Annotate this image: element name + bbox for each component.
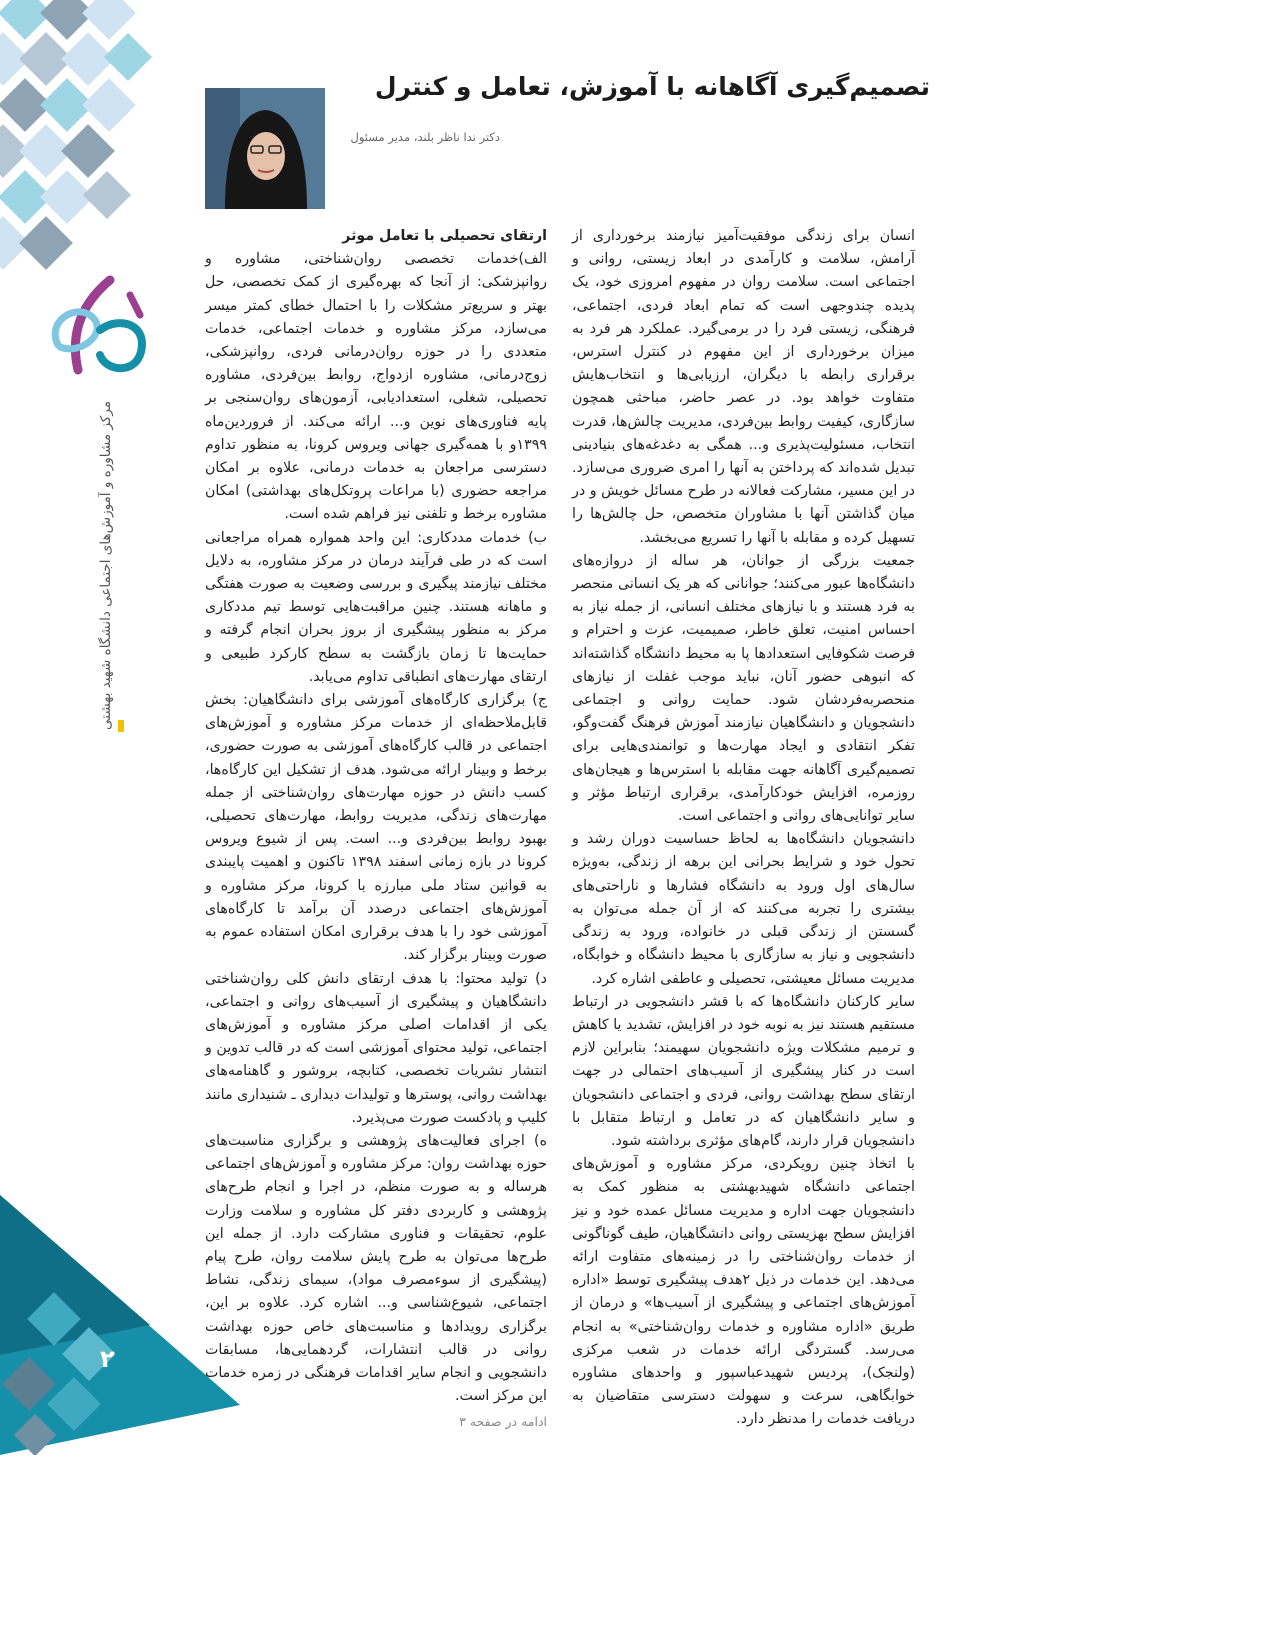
- paragraph: سایر کارکنان دانشگاه‌ها که با قشر دانشجویی در ارتباط مستقیم هستند نیز به نوبه خود در افزایش، تشدید یا کاهش و ترمیم مشکلات ویژه دانشجویان سهیمند؛ بنابراین لازم است در کنار پیشگیری از آسیب‌های احتمالی در جهت ارتقای سطح بهداشت روانی، فردی و اجتماعی دانشجویان و سایر دانشگاهیان که در تعامل و ارتباط متقابل با دانشجویان قرار دارند، گام‌های مؤثری برداشته شود.: [572, 993, 915, 1149]
- paragraph: دانشجویان دانشگاه‌ها به لحاظ حساسیت دوران رشد و تحول خود و شرایط بحرانی این برهه از زندگی، به‌ویژه سال‌های اول ورود به دانشگاه فشارها و ناراحتی‌های بیشتری را تجربه می‌کنند که از آن جمله می‌توان به گسستن از زندگی قبلی در خانواده، ورود به زندگی دانشجویی و نیاز به سازگاری با محیط دانشگاه و خوابگاه، مدیریت مسائل معیشتی، تحصیلی و عاطفی اشاره کرد.: [572, 831, 915, 987]
- continued-link[interactable]: ادامه در صفحه ۳: [459, 1414, 547, 1430]
- section-subheading: ارتقای تحصیلی با تعامل موثر: [342, 228, 547, 244]
- decorative-tiles-top: [0, 0, 170, 300]
- corner-triangle: [0, 1195, 240, 1455]
- paragraph: ه) اجرای فعالیت‌های پژوهشی و برگزاری مناسبت‌های حوزه بهداشت روان: مرکز مشاوره و آموزش‌های اجتماعی هرساله و به صورت منظم، در اجرا و انجام طرح‌های پژوهشی و کاربردی دفتر کل مشاوره و سلامت وزارت علوم، تحقیقات و فناوری مشارکت دارد. از جمله این طرح‌ها می‌توان به طرح پایش سلامت روان، طرح پیام (پیشگیری از سوءمصرف مواد)، سیمای زندگی، نشاط اجتماعی، شیوع‌شناسی و... اشاره کرد. علاوه بر این، برگزاری رویدادها و مناسبت‌های خاص حوزه بهداشت روانی در قالب انتشارات، گردهمایی‌ها، مسابقات دانشجویی و انجام سایر اقدامات فرهنگی در زمره خدمات این مرکز است.: [205, 1132, 547, 1405]
- article-column-left: [205, 225, 547, 1434]
- decorative-tiles-bottom: [0, 1195, 240, 1455]
- paragraph: ج) برگزاری کارگاه‌های آموزشی برای دانشگاهیان: بخش قابل‌ملاحظه‌ای از خدمات مرکز مشاوره و آموزش‌های اجتماعی در قالب کارگاه‌های آموزشی به صورت حضوری، برخط و وبینار ارائه می‌شود. هدف از تشکیل این کارگاه‌ها، کسب دانش در حوزه مهارت‌های روان‌شناختی از جمله مهارت‌های زندگی، مدیریت روابط، مهارت‌های تحصیلی، بهبود روابط بین‌فردی و... است. پس از شیوع ویروس کرونا در بازه زمانی اسفند ۱۳۹۸ تاکنون و اهمیت پایبندی به قوانین ستاد ملی مبارزه با کرونا، مرکز مشاوره و آموزش‌های اجتماعی درصدد آن برآمد تا کارگاه‌های آموزشی خود را با هدف برقراری امکان استفاده عموم به صورت وبینار برگزار کند.: [205, 692, 547, 964]
- article-byline: دکتر ندا ناظر بلند، مدیر مسئول: [350, 130, 500, 144]
- paragraph: انسان برای زندگی موفقیت‌آمیز نیازمند برخورداری از آرامش، سلامت و کارآمدی در ابعاد زیستی، روانی و اجتماعی است. سلامت روان در مفهوم امروزی خود، یک پدیده چندوجهی است که تمام ابعاد فردی، اجتماعی، فرهنگی، زیستی فرد را در برمی‌گیرد. عملکرد هر فرد به میزان برخورداری از این مفهوم در کنترل استرس، برقراری رابطه با دیگران، ارزیابی‌ها و انتخاب‌هایش متفاوت خواهد بود. در عصر حاضر، مباحثی همچون سازگاری، کیفیت روابط بین‌فردی، مدیریت چالش‌ها، قدرت انتخاب، مسئولیت‌پذیری و... همگی به دغدغه‌های بنیادینی تبدیل شده‌اند که پرداختن به آنها را امری ضروری می‌سازد. در این مسیر، مشارکت فعالانه در طرح مسائل خویش و در میان گذاشتن آنها با مشاوران متخصص، حل چالش‌ها را تسهیل کرده و مقابله با آنها را تسریع می‌بخشد.: [572, 228, 915, 546]
- magazine-logo: [40, 275, 165, 395]
- page-number: ۲: [100, 1345, 115, 1373]
- paragraph: ب) خدمات مددکاری: این واحد همواره همراه مراجعانی است که در طی فرآیند درمان در مرکز مشاوره، به دلایل مختلف نیازمند پیگیری و بررسی وضعیت به صورت هفتگی و ماهانه هستند. چنین مراقبت‌هایی توسط تیم مددکاری مرکز به منظور پیشگیری از بروز بحران انجام گرفته و حمایت‌ها تا زمان بازگشت به سطح کارکرد طبیعی و ارتقای مهارت‌های انطباقی تداوم می‌یابد.: [205, 529, 547, 685]
- author-photo: [205, 88, 325, 209]
- sidebar-vertical-label: مرکز مشاوره و آموزش‌های اجتماعی دانشگاه شهید بهشتی: [98, 400, 114, 730]
- paragraph: با اتخاذ چنین رویکردی، مرکز مشاوره و آموزش‌های اجتماعی دانشگاه شهیدبهشتی به منظور کمک به دانشجویان جهت اداره و مدیریت مسائل عمده خود و نیز افزایش سطح بهزیستی روانی دانشگاهیان، طیف گوناگونی از خدمات روان‌شناختی را در زمینه‌های متفاوت ارائه می‌دهد. این خدمات در ذیل ۲هدف پیشگیری توسط «اداره آموزش‌های اجتماعی و پیشگیری از آسیب‌ها» و درمان از طریق «اداره مشاوره و خدمات روان‌شناختی» به انجام می‌رسد. گستردگی ارائه خدمات در شعب مرکزی (ولنجک)، پردیس شهیدعباسپور و واحدهای مشاوره خوابگاهی، سرعت و سهولت دسترسی متقاضیان به دریافت خدمات را مدنظر دارد.: [572, 1156, 915, 1428]
- paragraph: الف)خدمات تخصصی روان‌شناختی، مشاوره و روانپزشکی: از آنجا که بهره‌گیری از کمک تخصصی، حل بهتر و سریع‌تر مشکلات را با احتمال خطای کمتر میسر می‌سازد، مرکز مشاوره و خدمات اجتماعی، خدمات متعددی را در حوزه روان‌درمانی فردی، روانپزشکی، زوج‌درمانی، مشاوره ازدواج، روابط بین‌فردی، مشاوره تحصیلی، شغلی، استعدادیابی، آزمون‌های روان‌سنجی بر پایه فناوری‌های نوین و... ارائه می‌کند. از فروردین‌ماه ۱۳۹۹و با همه‌گیری جهانی ویروس کرونا، به منظور تداوم دسترسی مراجعان به خدمات درمانی، علاوه بر امکان مراجعه حضوری (با مراعات پروتکل‌های بهداشتی) امکان مشاوره برخط و تلفنی نیز فراهم شده است.: [205, 251, 547, 523]
- paragraph: جمعیت بزرگی از جوانان، هر ساله از دروازه‌های دانشگاه‌ها عبور می‌کنند؛ جوانانی که هر یک انسانی منحصر به فرد هستند و با نیازهای مختلف انسانی، از جمله نیاز به احساس امنیت، تعلق خاطر، صمیمیت، عزت و احترام و فرصت شکوفایی استعدادها پا به محیط دانشگاه گذاشته‌اند که انبوهی حضور آنان، نباید موجب غفلت از نیازهای منحصربه‌فردشان شود. حمایت روانی و اجتماعی دانشجویان و دانشگاهیان نیازمند آموزش فرهنگ گفت‌وگو، تفکر انتقادی و ایجاد مهارت‌ها و توانمندی‌هایی برای تصمیم‌گیری آگاهانه جهت مقابله با استرس‌ها و هیجان‌های روزمره، افزایش خودکارآمدی، برقراری ارتباط مؤثر و سایر توانایی‌های روانی و اجتماعی است.: [572, 552, 915, 825]
- accent-bar: [118, 720, 124, 732]
- article-column-right: [572, 225, 915, 1432]
- paragraph: د) تولید محتوا: با هدف ارتقای دانش کلی روان‌شناختی دانشگاهیان و پیشگیری از آسیب‌های روانی و اجتماعی، یکی از اقدامات اصلی مرکز مشاوره و آموزش‌های اجتماعی، تولید محتوای آموزشی است که در قالب تدوین و انتشار نشریات تخصصی، کتابچه، بروشور و گاهنامه‌های بهداشت روانی، پوسترها و تولیدات دیداری ـ شنیداری مانند کلیپ و پادکست صورت می‌پذیرد.: [205, 970, 547, 1126]
- article-title: تصمیم‌گیری آگاهانه با آموزش، تعامل و کنترل: [374, 72, 930, 101]
